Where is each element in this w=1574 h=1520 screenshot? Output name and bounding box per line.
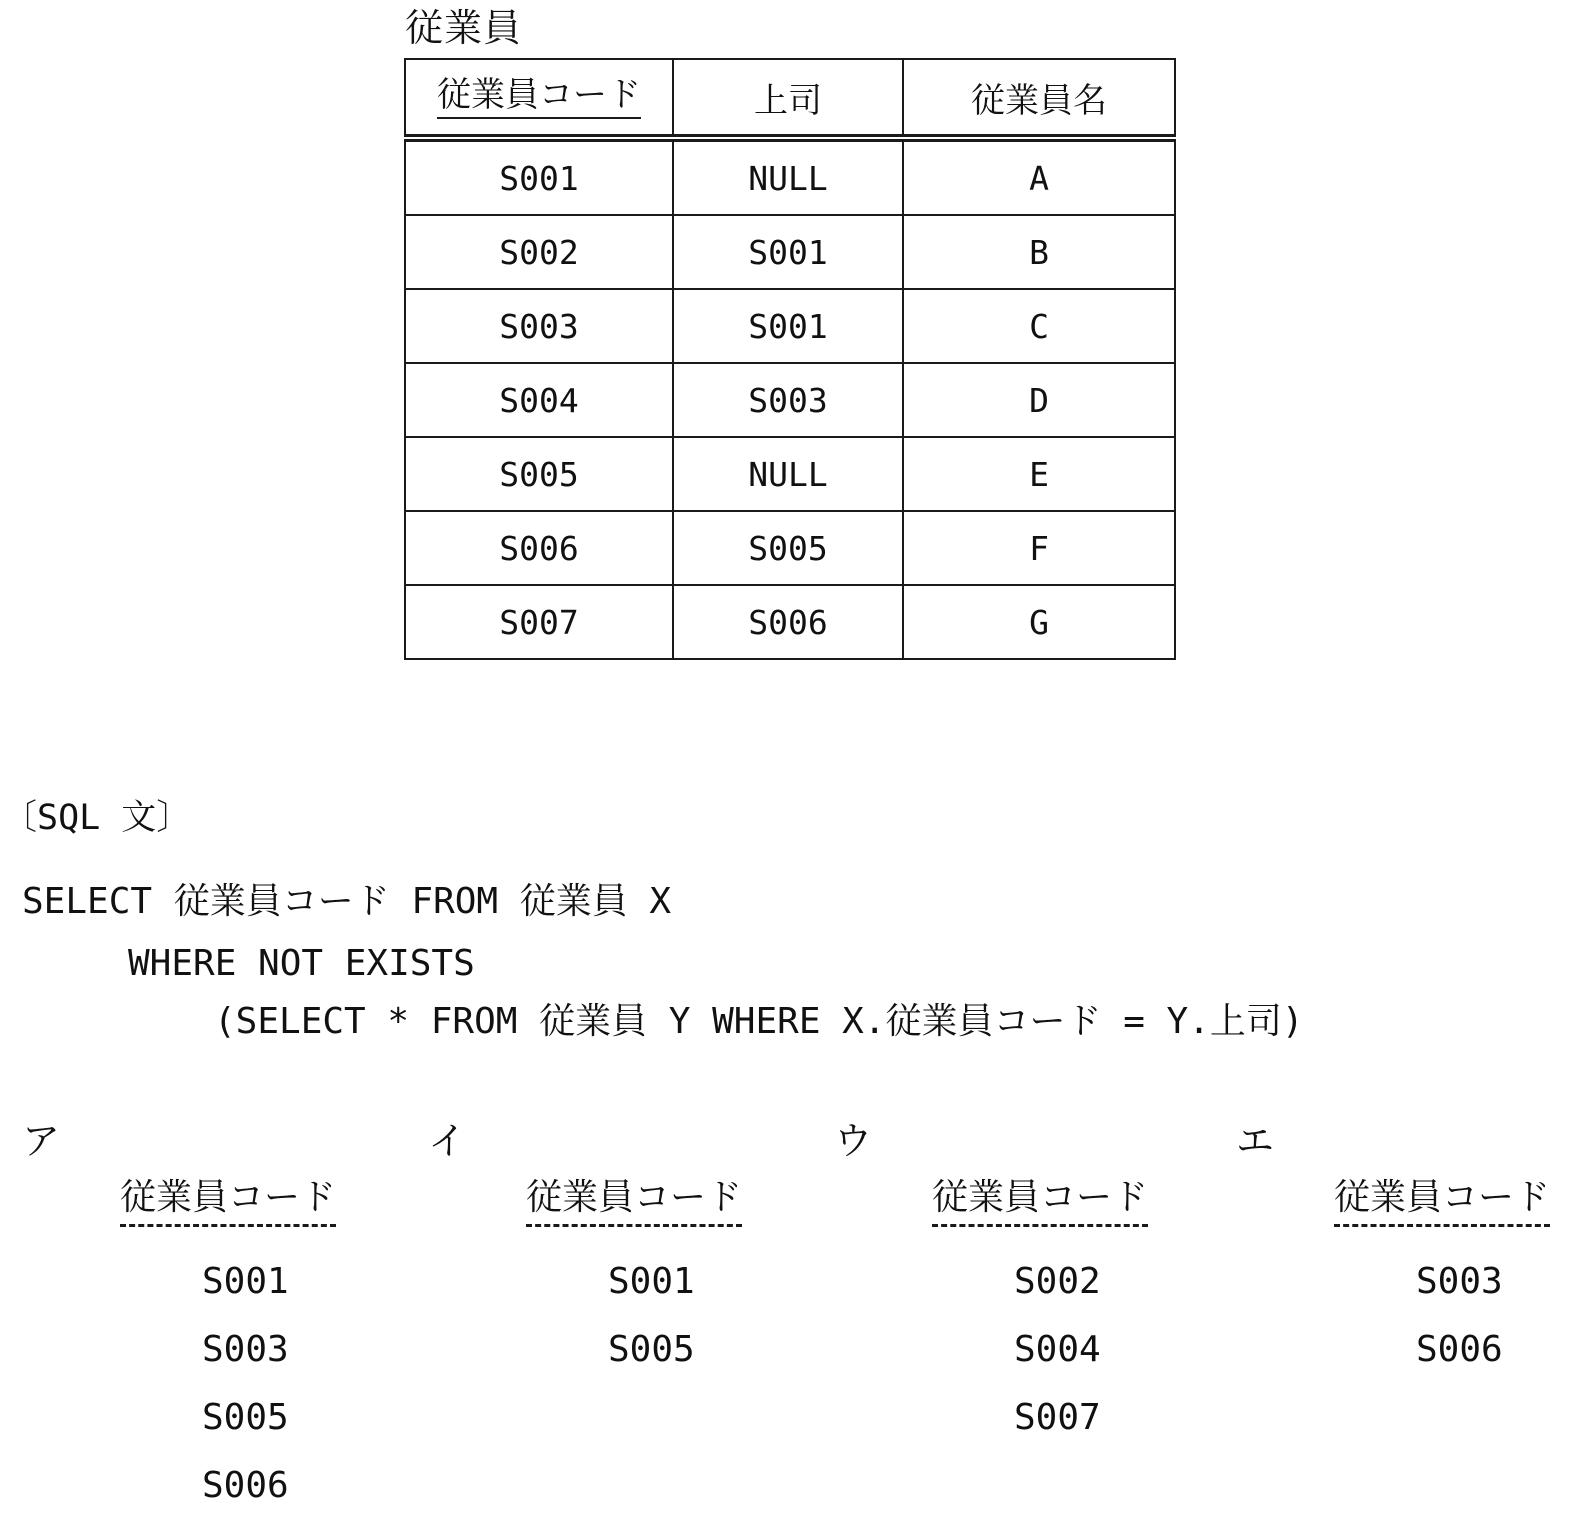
choice-label: ウ xyxy=(834,1119,873,1163)
sql-line-subquery: (SELECT * FROM 従業員 Y WHERE X.従業員コード = Y.上司) xyxy=(214,1001,1304,1042)
choice-values xyxy=(608,1248,695,1384)
employee-table xyxy=(404,58,1176,660)
cell-employee-name: D xyxy=(903,363,1175,437)
primary-key-label: 従業員コード xyxy=(437,75,641,119)
cell-employee-code: S005 xyxy=(405,437,673,511)
choice-label: イ xyxy=(428,1119,467,1163)
choice-values xyxy=(202,1248,289,1520)
choice-value: S005 xyxy=(202,1397,289,1438)
cell-boss: NULL xyxy=(673,437,903,511)
cell-boss: S006 xyxy=(673,585,903,659)
table-row xyxy=(405,585,1175,659)
table-row xyxy=(405,437,1175,511)
cell-boss: S001 xyxy=(673,289,903,363)
choice-value: S001 xyxy=(608,1261,695,1302)
column-header-boss: 上司 xyxy=(673,59,903,138)
choice-values xyxy=(1014,1248,1101,1452)
choice-value: S006 xyxy=(1416,1329,1503,1370)
choice-value: S007 xyxy=(1014,1397,1101,1438)
cell-boss: NULL xyxy=(673,138,903,215)
table-row xyxy=(405,511,1175,585)
table-title: 従業員 xyxy=(405,6,523,50)
choice-label: ア xyxy=(22,1119,61,1163)
choice-label: エ xyxy=(1236,1119,1275,1163)
choice-value: S002 xyxy=(1014,1261,1101,1302)
choice-value: S004 xyxy=(1014,1329,1101,1370)
column-header-employee-code xyxy=(405,59,673,138)
cell-boss: S003 xyxy=(673,363,903,437)
table-row xyxy=(405,138,1175,215)
cell-employee-name: E xyxy=(903,437,1175,511)
cell-employee-name: G xyxy=(903,585,1175,659)
sql-line-where: WHERE NOT EXISTS xyxy=(128,943,475,984)
choice-value: S001 xyxy=(202,1261,289,1302)
cell-employee-name: A xyxy=(903,138,1175,215)
cell-employee-code: S006 xyxy=(405,511,673,585)
table-row xyxy=(405,215,1175,289)
table-header-row xyxy=(405,59,1175,138)
cell-employee-name: C xyxy=(903,289,1175,363)
cell-employee-code: S007 xyxy=(405,585,673,659)
sql-line-select: SELECT 従業員コード FROM 従業員 X xyxy=(22,881,672,922)
cell-employee-code: S003 xyxy=(405,289,673,363)
choice-value: S005 xyxy=(608,1329,695,1370)
choice-header: 従業員コード xyxy=(932,1174,1148,1227)
choice-header: 従業員コード xyxy=(120,1174,336,1227)
cell-boss: S005 xyxy=(673,511,903,585)
choice-header: 従業員コード xyxy=(1334,1174,1550,1227)
choice-header: 従業員コード xyxy=(526,1174,742,1227)
cell-employee-code: S002 xyxy=(405,215,673,289)
table-row xyxy=(405,289,1175,363)
choice-values xyxy=(1416,1248,1503,1384)
table-row xyxy=(405,363,1175,437)
choice-value: S003 xyxy=(202,1329,289,1370)
cell-employee-code: S001 xyxy=(405,138,673,215)
choice-value: S006 xyxy=(202,1465,289,1506)
column-header-employee-name: 従業員名 xyxy=(903,59,1175,138)
cell-employee-name: B xyxy=(903,215,1175,289)
cell-boss: S001 xyxy=(673,215,903,289)
sql-section-label: 〔SQL 文〕 xyxy=(2,798,192,838)
cell-employee-name: F xyxy=(903,511,1175,585)
choice-value: S003 xyxy=(1416,1261,1503,1302)
cell-employee-code: S004 xyxy=(405,363,673,437)
